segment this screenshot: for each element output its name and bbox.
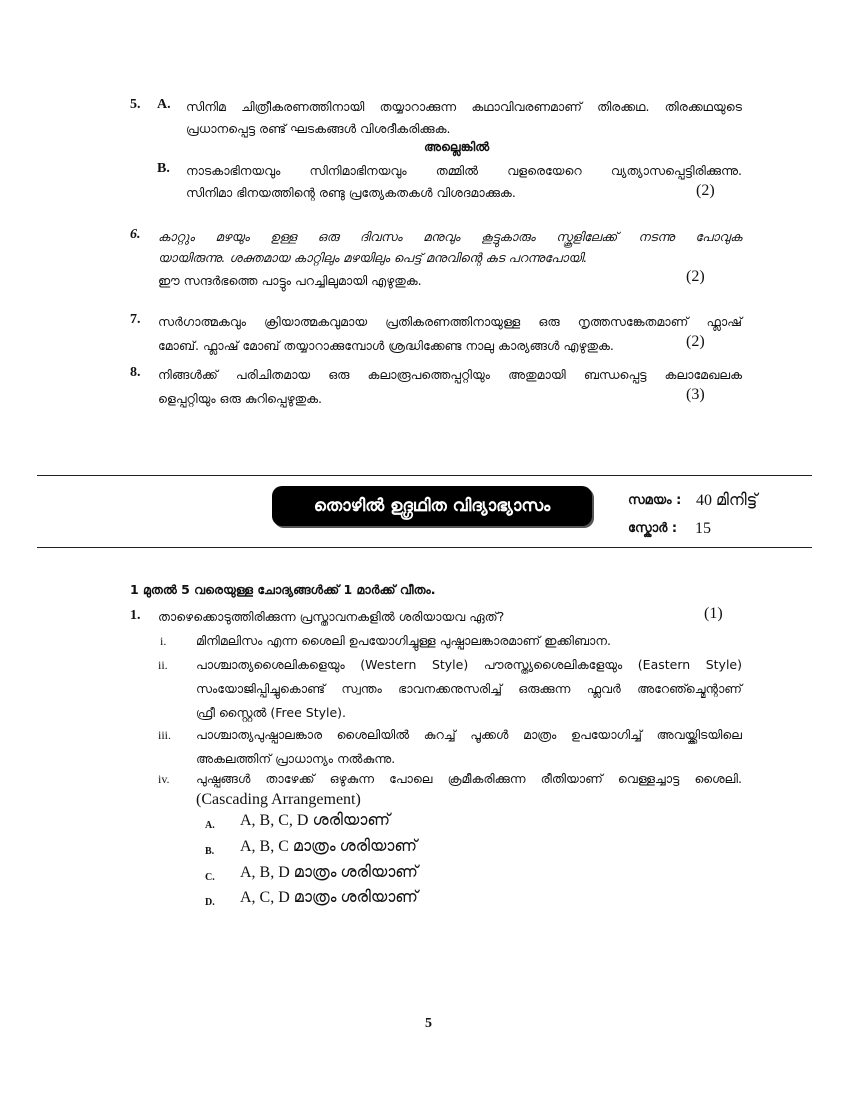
time-value: 40 മിനിട്ട്	[696, 492, 758, 509]
score-label: സ്കോർ :	[628, 521, 678, 536]
statement-ii-label: ii.	[158, 658, 168, 672]
mq1-marks: (1)	[704, 605, 723, 622]
q5-b-line2: സിനിമാ ഭിനയത്തിന്റെ രണ്ടു പ്രത്യേകതകൾ വിശദമാക്കുക.	[186, 185, 516, 200]
option-a-label: A.	[205, 820, 215, 831]
q7-line2: മോബ്. ഫ്ലാഷ് മോബ് തയ്യാറാക്കുമ്പോൾ ശ്രദ്ധിക്കേണ്ട നാലു കാര്യങ്ങൾ എഴുതുക.	[158, 338, 614, 353]
option-b-text: A, B, C മാത്രം ശരിയാണ്	[240, 838, 418, 855]
statement-ii-line3: ഫ്രീ സ്റ്റൈൽ (Free Style).	[196, 705, 347, 720]
statement-ii-line2: സംയോജിപ്പിച്ചുകൊണ്ട് സ്വന്തം ഭാവനക്കനുസരിച്ച് ഒരുക്കുന്ന ഫ്ലവർ അറേഞ്ച്മെന്റാണ്	[196, 681, 742, 696]
q6-line1: കാറ്റും മഴയും ഉള്ള ഒരു ദിവസം മനുവും കൂട്ടുകാരും സ്കൂളിലേക്ക് നടന്നു പോവുക	[158, 229, 742, 244]
q8-marks: (3)	[686, 386, 705, 403]
q8-line2: ളെപ്പറ്റിയും ഒരു കുറിപ്പെഴുതുക.	[158, 391, 322, 406]
q7-number: 7.	[130, 312, 141, 327]
section-bottom-rule	[37, 547, 812, 548]
q5-a-line1: സിനിമ ചിത്രീകരണത്തിനായി തയ്യാറാക്കുന്ന കഥാവിവരണമാണ് തിരക്കഥ. തിരക്കഥയുടെ	[186, 99, 742, 114]
section-title-box	[272, 486, 592, 526]
q7-line1: സർഗാത്മകവും ക്രിയാത്മകവുമായ പ്രതികരണത്തിനായുള്ള ഒരു നൃത്തസങ്കേതമാണ് ഫ്ലാഷ്	[158, 314, 742, 329]
q5-a-line2: പ്രധാനപ്പെട്ട രണ്ട് ഘടകങ്ങൾ വിശദീകരിക്കുക.	[186, 121, 451, 136]
section-instruction: 1 മുതൽ 5 വരെയുള്ള ചോദ്യങ്ങൾക്ക് 1 മാർക്ക് വീതം.	[130, 582, 436, 597]
option-b-label: B.	[205, 846, 215, 857]
q6-line3: ഈ സന്ദർഭത്തെ പാട്ടും പറച്ചിലുമായി എഴുതുക.	[158, 273, 422, 288]
q6-line2: യായിരുന്നു. ശക്തമായ കാറ്റിലും മഴയിലും പെട്ട് മനുവിന്റെ കുട പറന്നുപോയി.	[158, 250, 588, 265]
statement-iii-line1: പാശ്ചാത്യപുഷ്പാലങ്കാര ശൈലിയിൽ കുറച്ച് പൂക്കൾ മാത്രം ഉപയോഗിച്ച് അവയ്ക്കിടയിലെ	[196, 727, 742, 742]
option-c-text: A, B, D മാത്രം ശരിയാണ്	[240, 864, 418, 881]
q6-marks: (2)	[686, 268, 705, 285]
mq1-number: 1.	[130, 608, 141, 623]
option-d-label: D.	[205, 897, 215, 908]
statement-iv-label: iv.	[158, 772, 170, 786]
q5-marks: (2)	[696, 182, 715, 199]
option-a-text: A, B, C, D ശരിയാണ്	[240, 812, 390, 829]
q5-a-label: A.	[157, 97, 171, 112]
page-number: 5	[425, 1016, 432, 1031]
mq1-stem: താഴെക്കൊടുത്തിരിക്കുന്ന പ്രസ്താവനകളിൽ ശരിയായവ ഏത്?	[158, 609, 505, 624]
q7-marks: (2)	[686, 333, 705, 350]
statement-i-label: i.	[160, 634, 167, 648]
statement-iii-label: iii.	[158, 728, 172, 742]
section-title: തൊഴിൽ ഉദ്ഗ്രഥിത വിദ്യാഭ്യാസം	[313, 496, 551, 516]
q6-number: 6.	[130, 227, 141, 242]
statement-iv-line2: (Cascading Arrangement)	[196, 791, 361, 808]
q8-line1: നിങ്ങൾക്ക് പരിചിതമായ ഒരു കലാരൂപത്തെപ്പറ്റിയും അതുമായി ബന്ധപ്പെട്ട കലാമേഖലക	[158, 367, 742, 382]
q5-number: 5.	[130, 97, 141, 112]
statement-i-text: മിനിമലിസം എന്ന ശൈലി ഉപയോഗിച്ചുള്ള പുഷ്പാലങ്കാരമാണ് ഇക്കിബാന.	[196, 633, 611, 648]
section-top-rule	[37, 475, 812, 476]
q5-b-label: B.	[157, 161, 170, 176]
q5-or: അല്ലെങ്കിൽ	[424, 139, 490, 154]
q8-number: 8.	[130, 365, 141, 380]
statement-iv-line1: പുഷ്പങ്ങൾ താഴേക്ക് ഒഴുകുന്ന പോലെ ക്രമീകരിക്കുന്ന രീതിയാണ് വെള്ളച്ചാട്ട ശൈലി.	[196, 771, 742, 786]
option-d-text: A, C, D മാത്രം ശരിയാണ്	[240, 889, 418, 906]
q5-b-line1: നാടകാഭിനയവും സിനിമാഭിനയവും തമ്മിൽ വളരെയേറെ വ്യത്യാസപ്പെട്ടിരിക്കുന്നു.	[186, 163, 742, 178]
option-c-label: C.	[205, 872, 215, 883]
statement-iii-line2: അകലത്തിന് പ്രാധാന്യം നൽകുന്നു.	[196, 751, 396, 766]
time-label: സമയം :	[628, 493, 682, 508]
score-value: 15	[695, 520, 711, 537]
statement-ii-line1: പാശ്ചാത്യശൈലികളെയും (Western Style) പൗരസ്ത്യശൈലികളേയും (Eastern Style)	[196, 657, 742, 672]
